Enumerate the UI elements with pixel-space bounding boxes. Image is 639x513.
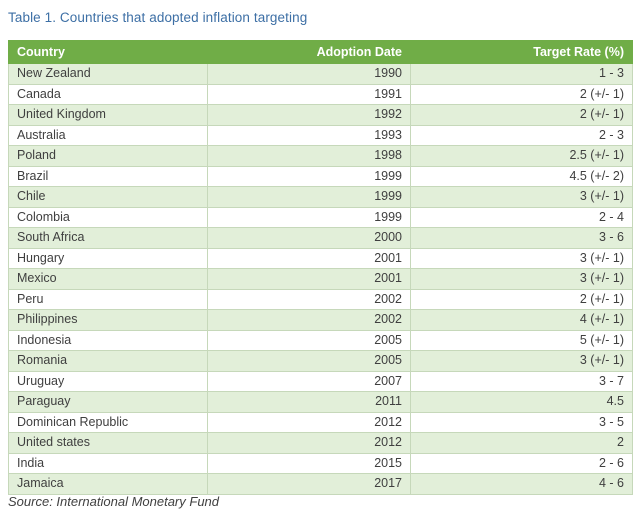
target-rate-cell: 3 - 7 <box>411 371 633 392</box>
adoption-date-cell: 2001 <box>208 269 411 290</box>
adoption-date-cell: 1993 <box>208 125 411 146</box>
target-rate-cell: 2 - 4 <box>411 207 633 228</box>
target-rate-cell: 2 (+/- 1) <box>411 105 633 126</box>
adoption-date-cell: 1999 <box>208 166 411 187</box>
table-row <box>9 474 633 495</box>
table-row <box>9 433 633 454</box>
country-cell: Hungary <box>9 248 208 269</box>
target-rate-cell: 3 (+/- 1) <box>411 187 633 208</box>
adoption-date-cell: 1999 <box>208 187 411 208</box>
table-row <box>9 64 633 85</box>
adoption-date-cell: 2005 <box>208 351 411 372</box>
target-rate-cell: 2.5 (+/- 1) <box>411 146 633 167</box>
table-row <box>9 146 633 167</box>
inflation-targeting-table <box>8 40 633 495</box>
target-rate-cell: 2 (+/- 1) <box>411 84 633 105</box>
table-row <box>9 207 633 228</box>
target-rate-cell: 4 (+/- 1) <box>411 310 633 331</box>
target-rate-cell: 3 (+/- 1) <box>411 248 633 269</box>
adoption-date-cell: 2001 <box>208 248 411 269</box>
adoption-date-cell: 2012 <box>208 433 411 454</box>
target-rate-cell: 3 (+/- 1) <box>411 351 633 372</box>
table-header <box>9 41 633 64</box>
header-row <box>9 41 633 64</box>
adoption-date-cell: 2002 <box>208 289 411 310</box>
target-rate-cell: 3 (+/- 1) <box>411 269 633 290</box>
table-row <box>9 187 633 208</box>
country-cell: Uruguay <box>9 371 208 392</box>
adoption-date-cell: 2011 <box>208 392 411 413</box>
adoption-date-cell: 2000 <box>208 228 411 249</box>
country-cell: Peru <box>9 289 208 310</box>
target-rate-cell: 2 - 3 <box>411 125 633 146</box>
target-rate-cell: 5 (+/- 1) <box>411 330 633 351</box>
target-rate-cell: 4.5 (+/- 2) <box>411 166 633 187</box>
table-row <box>9 310 633 331</box>
source-note: Source: International Monetary Fund <box>8 494 220 509</box>
table-row <box>9 84 633 105</box>
adoption-date-cell: 1999 <box>208 207 411 228</box>
country-cell: Indonesia <box>9 330 208 351</box>
country-cell: Chile <box>9 187 208 208</box>
adoption-date-cell: 2017 <box>208 474 411 495</box>
table-row <box>9 351 633 372</box>
table-row <box>9 330 633 351</box>
table-caption: Table 1. Countries that adopted inflation targeting <box>8 10 308 25</box>
country-cell: Colombia <box>9 207 208 228</box>
country-cell: Philippines <box>9 310 208 331</box>
country-cell: India <box>9 453 208 474</box>
country-cell: South Africa <box>9 228 208 249</box>
target-rate-cell: 4.5 <box>411 392 633 413</box>
column-header-adoption-date: Adoption Date <box>208 41 411 64</box>
country-cell: Australia <box>9 125 208 146</box>
target-rate-cell: 2 <box>411 433 633 454</box>
adoption-date-cell: 2012 <box>208 412 411 433</box>
table-row <box>9 412 633 433</box>
country-cell: United states <box>9 433 208 454</box>
adoption-date-cell: 2007 <box>208 371 411 392</box>
target-rate-cell: 2 - 6 <box>411 453 633 474</box>
table-row <box>9 269 633 290</box>
target-rate-cell: 1 - 3 <box>411 64 633 85</box>
adoption-date-cell: 2005 <box>208 330 411 351</box>
country-cell: Romania <box>9 351 208 372</box>
adoption-date-cell: 1990 <box>208 64 411 85</box>
adoption-date-cell: 1991 <box>208 84 411 105</box>
adoption-date-cell: 2002 <box>208 310 411 331</box>
column-header-country: Country <box>9 41 208 64</box>
country-cell: Brazil <box>9 166 208 187</box>
adoption-date-cell: 1992 <box>208 105 411 126</box>
table-row <box>9 105 633 126</box>
table-row <box>9 248 633 269</box>
table-body <box>9 64 633 495</box>
table-row <box>9 166 633 187</box>
country-cell: Poland <box>9 146 208 167</box>
target-rate-cell: 3 - 6 <box>411 228 633 249</box>
table-row <box>9 228 633 249</box>
country-cell: Dominican Republic <box>9 412 208 433</box>
country-cell: Canada <box>9 84 208 105</box>
table-row <box>9 392 633 413</box>
country-cell: Paraguay <box>9 392 208 413</box>
table-row <box>9 371 633 392</box>
country-cell: New Zealand <box>9 64 208 85</box>
target-rate-cell: 2 (+/- 1) <box>411 289 633 310</box>
target-rate-cell: 4 - 6 <box>411 474 633 495</box>
table-row <box>9 125 633 146</box>
table-row <box>9 453 633 474</box>
country-cell: Mexico <box>9 269 208 290</box>
adoption-date-cell: 1998 <box>208 146 411 167</box>
country-cell: Jamaica <box>9 474 208 495</box>
adoption-date-cell: 2015 <box>208 453 411 474</box>
target-rate-cell: 3 - 5 <box>411 412 633 433</box>
column-header-target-rate: Target Rate (%) <box>411 41 633 64</box>
country-cell: United Kingdom <box>9 105 208 126</box>
table-row <box>9 289 633 310</box>
